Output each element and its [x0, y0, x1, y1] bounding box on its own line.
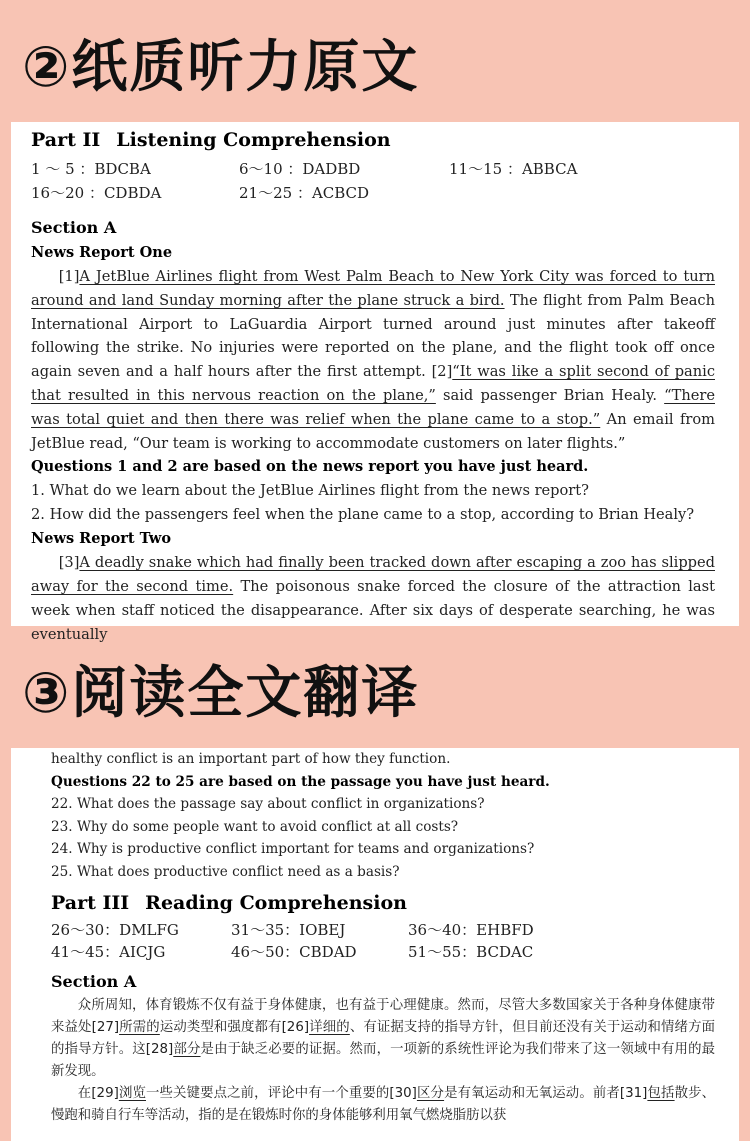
answer-group: 51～55：BCDAC: [408, 943, 534, 961]
question: 24. Why is productive conflict important for teams and organizations?: [51, 841, 535, 857]
news-report-title: News Report One: [31, 244, 173, 261]
answer-group: 36～40：EHBFD: [408, 921, 534, 939]
listening-script-page: [11, 122, 739, 643]
translation-paragraph: 众所周知，体育锻炼不仅有益于身体健康，也有益于心理健康。然而，尽管大多数国家关于各种身体健康带来益处[27]所需的运动类型和强度都有[26]详细的、有证据支持的指导方针，但目前还没有关于运动和情绪方面的指导方针。这[28]部分是由于缺乏必要的证据。然而，一项新的系统性评论为我们带来了这一领域中有用的最新发现。: [51, 998, 716, 1079]
news-report-text: [3]A deadly snake which had finally been tracked down after escaping a zoo has slipped away for the second time. The poisonous snake forced the closure of the attraction last week when staff noticed the disappearance. After six days of desperate searching, he was eventually: [31, 554, 715, 643]
question: 22. What does the passage say about conflict in organizations?: [51, 796, 485, 812]
translation-paragraph: 在[29]浏览一些关键要点之前，评论中有一个重要的[30]区分是有氧运动和无氧运动。前者[31]包括散步、慢跑和骑自行车等活动，指的是在锻炼时你的身体能够利用氧气燃烧脂肪以获: [51, 1086, 716, 1123]
answer-key: [51, 919, 715, 963]
answer-group: 16～20 ：CDBDA: [31, 184, 162, 202]
questions-header: Questions 1 and 2 are based on the news report you have just heard.: [31, 458, 589, 476]
question: 2. How did the passengers feel when the plane came to a stop, according to Brian Healy?: [31, 506, 695, 524]
section-banner-reading-translation: ③阅读全文翻译: [22, 661, 420, 726]
section-heading: Section A: [31, 218, 117, 237]
section-banner-listening-script: ②纸质听力原文: [22, 35, 420, 100]
questions-header: Questions 22 to 25 are based on the passage you have just heard.: [51, 773, 550, 790]
question: 23. Why do some people want to avoid conflict at all costs?: [51, 818, 459, 835]
answer-group: 11～15 ：ABBCA: [449, 160, 578, 178]
answer-group: 1 ～ 5 ：BDCBA: [31, 160, 151, 178]
answer-group: 46～50：CBDAD: [231, 943, 357, 961]
answer-group: 6～10 ：DADBD: [239, 160, 361, 178]
news-report-title: News Report Two: [31, 530, 171, 548]
answer-group: 31～35：IOBEJ: [231, 921, 346, 939]
question: 1. What do we learn about the JetBlue Airlines flight from the news report?: [31, 482, 589, 500]
answer-group: 41～45：AICJG: [51, 943, 166, 961]
section-heading: Section A: [51, 972, 137, 991]
answer-group: 21～25 ：ACBCD: [239, 184, 370, 202]
news-report-text: [1]A JetBlue Airlines flight from West Palm Beach to New York City was forced to turn around and land Sunday morning after the plane struck a bird. The flight from Palm Beach International Airport to LaGuardia Airport turned around just minutes after takeoff following the strike. No injuries were reported on the plane, and the flight took off once again seven and a half hours after the first attempt. [2]“It was like a split second of panic that resulted in this nervous reaction on the plane,” said passenger Brian Healy. “There was total quiet and then there was relief when the plane came to a stop.” An email from JetBlue read, “Our team is working to accommodate customers on later flights.”: [31, 268, 715, 452]
part-heading: Part III Reading Comprehension: [51, 892, 407, 914]
question: 25. What does productive conflict need as a basis?: [51, 863, 400, 880]
part-heading: Part II Listening Comprehension: [31, 129, 391, 151]
answer-key: [31, 157, 715, 205]
passage-text: healthy conflict is an important part of how they function.: [51, 751, 451, 767]
reading-translation-page: [11, 748, 739, 1141]
answer-group: 26～30：DMLFG: [51, 921, 179, 939]
